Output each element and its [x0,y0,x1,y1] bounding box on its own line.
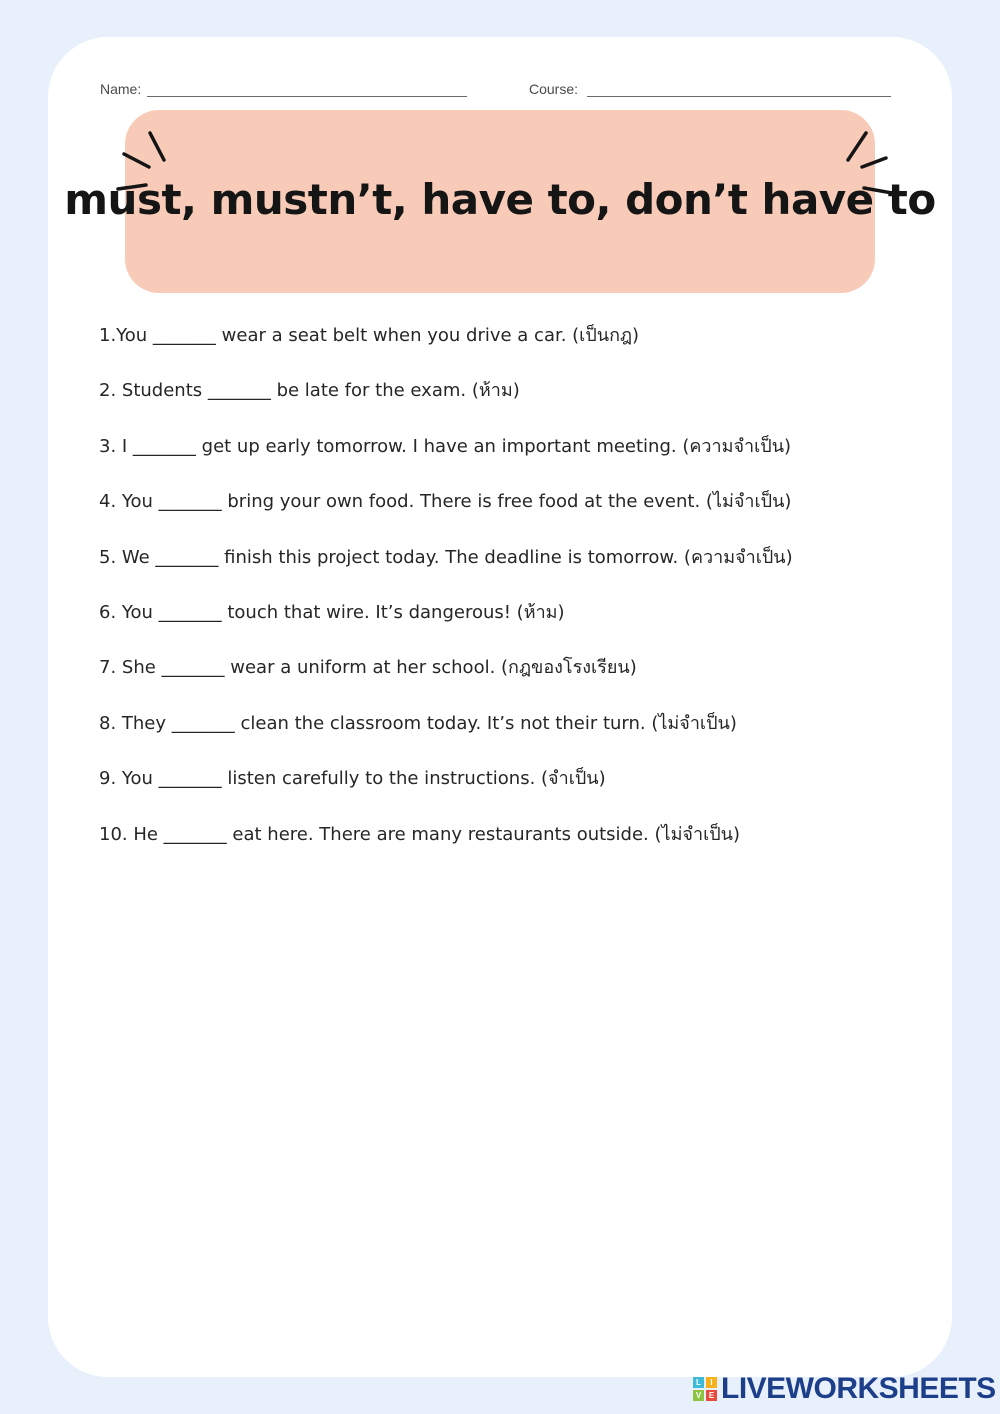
logo-letter-e: E [706,1390,717,1401]
name-label: Name: [100,81,142,97]
question-8: 8. They _______ clean the classroom today. It’s not their turn. (ไม่จำเป็น) [99,712,737,734]
logo-letter-i: I [706,1377,717,1388]
question-6: 6. You _______ touch that wire. It’s dangerous! (ห้าม) [99,601,565,623]
question-list [99,321,939,875]
logo-letter-l: L [693,1377,704,1388]
question-4: 4. You _______ bring your own food. There is free food at the event. (ไม่จำเป็น) [99,491,792,513]
liveworksheets-logo[interactable] [693,1372,996,1406]
course-label: Course: [529,81,579,97]
question-3: 3. I _______ get up early tomorrow. I have an important meeting. (ความจำเป็น) [99,435,792,457]
logo-letter-v: V [693,1390,704,1401]
worksheet-title: must, mustn’t, have to, don’t have to [64,175,936,224]
name-input-line[interactable] [147,82,467,97]
question-1: 1.You _______ wear a seat belt when you drive a car. (เป็นกฎ) [99,325,640,346]
course-input-line[interactable] [587,82,891,97]
logo-grid-icon [693,1377,717,1401]
question-9: 9. You _______ listen carefully to the instructions. (จำเป็น) [99,768,606,790]
question-10: 10. He _______ eat here. There are many restaurants outside. (ไม่จำเป็น) [99,823,740,845]
course-field [529,81,891,97]
question-7: 7. She _______ wear a uniform at her school. (กฎของโรงเรียน) [99,657,637,679]
question-2: 2. Students _______ be late for the exam. (ห้าม) [99,380,520,402]
name-field [100,81,467,97]
question-5: 5. We _______ finish this project today. The deadline is tomorrow. (ความจำเป็น) [99,546,793,568]
logo-text: LIVEWORKSHEETS [721,1372,996,1405]
